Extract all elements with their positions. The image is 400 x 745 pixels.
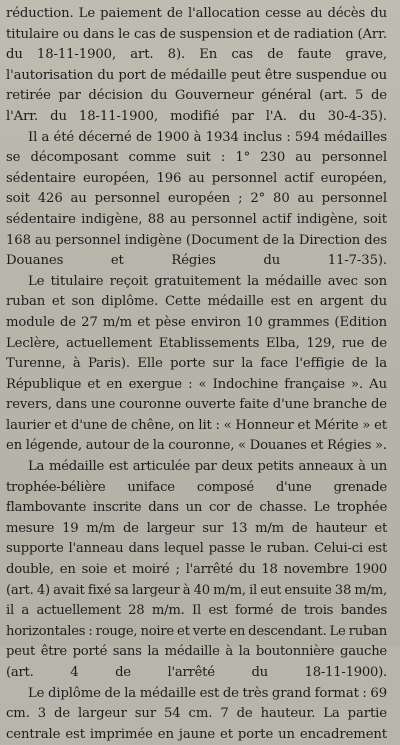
paragraph-medal-description: Le titulaire reçoit gratuitement la médaille avec son ruban et son diplôme. Cette médaille est en argent du module de 27 m/m et pèse environ 10 grammes (Edition Leclère, actuellement Etablissements Elba, 129, rue de Turenne, à Paris). Elle porte sur la face l'effigie de la République et en exergue : « Indochine française ». Au revers, dans une couronne ouverte faite d'une branche de laurier et d'une de chêne, on lit : « Honneur et Mérite » et en légende, autour de la couronne, « Douanes et Régies ».: [6, 273, 387, 454]
paragraph-medal-statistics: Il a été décerné de 1900 à 1934 inclus : 594 médailles se décomposant comme suit : 1° 230 au personnel sédentaire européen, 196 au personnel actif européen, soit 426 au personnel européen ; 2° 80 au personnel sédentaire indigène, 88 au personnel actif indigène, soit 168 au personnel indigène (Document de la Direction des Douanes et Régies du 11-7-35).: [6, 129, 387, 269]
paragraph-diploma: Le diplôme de la médaille est de très grand format : 69 cm. 3 de largeur sur 54 cm. 7 de hauteur. La partie centrale est imprimée en jaune et porte un encadrement: [6, 685, 387, 742]
paragraph-allocation-suspension: réduction. Le paiement de l'allocation cesse au décès du titulaire ou dans le cas de suspension et de radiation (Arr. du 18-11-1900, art. 8). En cas de faute grave, l'autorisation du port de médaille peut être suspendue ou retirée par décision du Gouverneur général (art. 5 de l'Arr. du 18-11-1900, modifié par l'A. du 30-4-35).: [6, 6, 387, 124]
paragraph-trophy-and-ribbon: La médaille est articulée par deux petits anneaux à un trophée-bélière uniface composé d'une grenade flambovante inscrite dans un cor de chasse. Le trophée mesure 19 m/m de largeur sur 13 m/m de hauteur et supporte l'anneau dans lequel passe le ruban. Celui-ci est double, en soie et moiré ; l'arrêté du 18 novembre 1900 (art. 4) avait fixé sa largeur à 40 m/m, il eut ensuite 38 m/m, il a actuellement 28 m/m. Il est formé de trois bandes horizontales : rouge, noire et verte en descendant. Le ruban peut être porté sans la médaille à la boutonnière gauche (art. 4 de l'arrêté du 18-11-1900).: [6, 459, 387, 680]
